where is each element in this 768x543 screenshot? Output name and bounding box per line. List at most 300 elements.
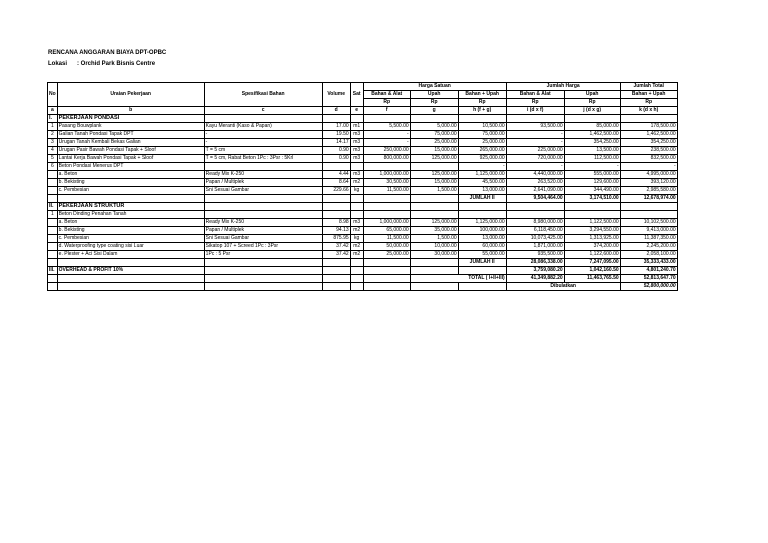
header-spesifikasi: Spesifikasi Bahan xyxy=(204,83,322,107)
table-cell: 1,000,000.00 xyxy=(363,171,410,179)
table-row xyxy=(48,147,678,155)
table-cell: b. Bekisting xyxy=(57,227,204,235)
table-cell xyxy=(410,259,458,267)
table-cell xyxy=(57,283,204,291)
table-cell: 55,000.00 xyxy=(458,251,506,259)
header-rp: Rp xyxy=(410,99,458,107)
table-cell: 93,500.00 xyxy=(506,123,564,131)
table-cell: 13,500.00 xyxy=(564,147,620,155)
table-cell: 4,995,000.00 xyxy=(620,171,677,179)
column-letter: g xyxy=(410,107,458,115)
table-cell xyxy=(48,243,58,251)
table-row xyxy=(48,171,678,179)
table-cell: 11,500.00 xyxy=(363,187,410,195)
table-cell xyxy=(363,267,410,275)
table-cell: 5,000.00 xyxy=(410,123,458,131)
table-cell: 393,120.00 xyxy=(620,179,677,187)
table-cell xyxy=(506,115,564,123)
table-cell xyxy=(410,283,458,291)
table-cell: 1,871,000.00 xyxy=(506,243,564,251)
table-cell xyxy=(322,163,350,171)
subtotal-label: JUMLAH II xyxy=(458,195,506,203)
table-cell: 25,000.00 xyxy=(363,251,410,259)
table-cell: Sni Sesuai Gambar xyxy=(204,235,322,243)
location-label: Lokasi xyxy=(48,61,68,67)
table-cell: b. Bekisting xyxy=(57,179,204,187)
subtotal-value: 9,504,464.00 xyxy=(506,195,564,203)
table-cell: 17.00 xyxy=(322,123,350,131)
table-cell: - xyxy=(564,163,620,171)
table-cell xyxy=(620,203,677,211)
table-cell: 374,200.00 xyxy=(564,243,620,251)
section-number: I. xyxy=(48,115,58,123)
table-cell: a. Beton xyxy=(57,171,204,179)
table-cell: 2,985,580.00 xyxy=(620,187,677,195)
table-cell xyxy=(458,203,506,211)
header-rp: Rp xyxy=(458,99,506,107)
table-row xyxy=(48,123,678,131)
table-cell: 4,440,000.00 xyxy=(506,171,564,179)
table-row xyxy=(48,275,678,283)
table-cell: 14.17 xyxy=(322,139,350,147)
table-cell: 250,000.00 xyxy=(363,147,410,155)
table-cell xyxy=(458,283,506,291)
table-cell xyxy=(57,195,204,203)
table-cell xyxy=(564,115,620,123)
table-cell xyxy=(204,211,322,219)
table-cell: 935,500.00 xyxy=(506,251,564,259)
table-cell: 225,000.00 xyxy=(506,147,564,155)
table-cell: 112,500.00 xyxy=(564,155,620,163)
table-cell: 65,000.00 xyxy=(363,227,410,235)
table-cell: m2 xyxy=(350,179,363,187)
table-cell xyxy=(363,163,410,171)
table-cell: 263,520.00 xyxy=(506,179,564,187)
column-letter: e xyxy=(350,107,363,115)
table-cell: 10,073,425.00 xyxy=(506,235,564,243)
overhead-value: 4,801,240.70 xyxy=(620,267,677,275)
column-letter: f xyxy=(363,107,410,115)
table-cell: 0.90 xyxy=(322,155,350,163)
table-cell: Urugan Tanah Kembali Bekas Galian xyxy=(57,139,204,147)
header-rp: Rp xyxy=(363,99,410,107)
table-cell xyxy=(322,211,350,219)
table-cell: 129,600.00 xyxy=(564,179,620,187)
table-cell: 238,500.00 xyxy=(620,147,677,155)
header-bahan-alat: Bahan & Alat xyxy=(363,91,410,99)
table-cell xyxy=(48,187,58,195)
table-cell xyxy=(48,227,58,235)
column-letter: a xyxy=(48,107,58,115)
table-cell xyxy=(204,275,322,283)
table-cell: 125,000.00 xyxy=(410,155,458,163)
table-cell xyxy=(322,203,350,211)
header-rp: Rp xyxy=(506,99,564,107)
table-cell: 178,500.00 xyxy=(620,123,677,131)
column-letter: c xyxy=(204,107,322,115)
subtotal-value: 35,333,433.00 xyxy=(620,259,677,267)
header-upah: Upah xyxy=(564,91,620,99)
table-cell: 6 xyxy=(48,163,58,171)
table-cell xyxy=(48,283,58,291)
subtotal-value: 12,678,974.00 xyxy=(620,195,677,203)
table-cell: Beton Pondasi Menerus DPT xyxy=(57,163,204,171)
table-cell: 11,500.00 xyxy=(363,235,410,243)
table-cell: 8.64 xyxy=(322,179,350,187)
table-cell: 5,500.00 xyxy=(363,123,410,131)
table-cell: m1 xyxy=(350,123,363,131)
table-cell: m2 xyxy=(350,251,363,259)
table-cell: - xyxy=(506,131,564,139)
table-row xyxy=(48,187,678,195)
table-cell: 37.42 xyxy=(322,243,350,251)
table-cell: 2,245,200.00 xyxy=(620,243,677,251)
table-row xyxy=(48,227,678,235)
table-row xyxy=(48,115,678,123)
table-cell: 75,000.00 xyxy=(410,131,458,139)
header-bahan-upah: Bahan + Upah xyxy=(620,91,677,99)
table-cell xyxy=(363,259,410,267)
table-cell xyxy=(363,283,410,291)
table-cell xyxy=(620,115,677,123)
table-cell: - xyxy=(204,131,322,139)
table-cell: kg xyxy=(350,235,363,243)
table-row xyxy=(48,203,678,211)
table-cell: 1,313,925.00 xyxy=(564,235,620,243)
table-cell: c. Pembesian xyxy=(57,235,204,243)
table-cell: 229.66 xyxy=(322,187,350,195)
table-cell: 30,000.00 xyxy=(410,251,458,259)
table-cell: - xyxy=(620,163,677,171)
table-cell: 25,000.00 xyxy=(458,139,506,147)
table-cell xyxy=(57,275,204,283)
table-cell: 1,500.00 xyxy=(410,235,458,243)
section-title: PEKERJAAN STRUKTUR xyxy=(57,203,204,211)
table-cell xyxy=(204,267,322,275)
table-cell: 6,118,450.00 xyxy=(506,227,564,235)
table-cell: d. Waterproofing type coating sisi Luar xyxy=(57,243,204,251)
header-bahan-upah: Bahan + Upah xyxy=(458,91,506,99)
table-cell: 1,500.00 xyxy=(410,187,458,195)
section-number: III. xyxy=(48,267,58,275)
total-value: 41,349,882.20 xyxy=(506,275,564,283)
table-cell xyxy=(48,171,58,179)
section-title: PEKERJAAN PONDASI xyxy=(57,115,204,123)
subtotal-value: 3,174,510.00 xyxy=(564,195,620,203)
table-row xyxy=(48,179,678,187)
column-letter: j (d x g) xyxy=(564,107,620,115)
table-cell: 555,000.00 xyxy=(564,171,620,179)
table-row xyxy=(48,251,678,259)
overhead-value: 1,042,160.50 xyxy=(564,267,620,275)
table-cell xyxy=(458,267,506,275)
table-cell xyxy=(410,203,458,211)
table-cell: Papan / Multiplek xyxy=(204,227,322,235)
table-cell xyxy=(48,179,58,187)
table-cell: T = 5 cm xyxy=(204,147,322,155)
table-cell: 925,000.00 xyxy=(458,155,506,163)
table-cell: c. Pembesian xyxy=(57,187,204,195)
table-cell: 344,490.00 xyxy=(564,187,620,195)
section-number: II. xyxy=(48,203,58,211)
table-row xyxy=(48,195,678,203)
table-cell: 13,000.00 xyxy=(458,187,506,195)
table-cell xyxy=(350,163,363,171)
table-cell: 35,000.00 xyxy=(410,227,458,235)
table-cell xyxy=(363,115,410,123)
table-cell: 125,000.00 xyxy=(410,219,458,227)
table-cell xyxy=(204,203,322,211)
header-no: No xyxy=(48,83,58,107)
table-cell xyxy=(410,211,458,219)
table-row xyxy=(48,83,678,91)
table-cell xyxy=(48,219,58,227)
table-cell xyxy=(506,211,564,219)
table-cell: 2 xyxy=(48,131,58,139)
overhead-value: 3,759,080.20 xyxy=(506,267,564,275)
section-title: OVERHEAD & PROFIT 10% xyxy=(57,267,204,275)
table-cell: 13,000.00 xyxy=(458,235,506,243)
table-cell xyxy=(48,259,58,267)
table-cell xyxy=(564,203,620,211)
table-cell: - xyxy=(506,139,564,147)
table-cell: - xyxy=(458,163,506,171)
column-letter: i (d x f) xyxy=(506,107,564,115)
table-cell xyxy=(48,195,58,203)
table-cell: 2,058,100.00 xyxy=(620,251,677,259)
total-value: 11,463,765.50 xyxy=(564,275,620,283)
table-cell xyxy=(410,195,458,203)
table-cell: Ready Mix K-250 xyxy=(204,171,322,179)
table-cell xyxy=(204,259,322,267)
table-cell xyxy=(48,251,58,259)
table-cell xyxy=(204,195,322,203)
table-cell: 8.98 xyxy=(322,219,350,227)
table-cell: - xyxy=(506,163,564,171)
table-cell: 1Pc : 5 Psr xyxy=(204,251,322,259)
table-cell: 1 xyxy=(48,123,58,131)
table-cell: 30,500.00 xyxy=(363,179,410,187)
subtotal-value: 28,086,338.00 xyxy=(506,259,564,267)
header-jumlah-total: Jumlah Total xyxy=(620,83,677,91)
table-cell xyxy=(363,195,410,203)
table-cell: kg xyxy=(350,187,363,195)
table-cell: 832,500.00 xyxy=(620,155,677,163)
header-bahan-alat: Bahan & Alat xyxy=(506,91,564,99)
table-cell: Ready Mix K-250 xyxy=(204,219,322,227)
header-sat: Sat xyxy=(350,83,363,107)
table-cell xyxy=(322,115,350,123)
table-cell: 85,000.00 xyxy=(564,123,620,131)
table-cell: 2,641,090.00 xyxy=(506,187,564,195)
table-row xyxy=(48,235,678,243)
table-cell: 10,102,500.00 xyxy=(620,219,677,227)
table-cell: 75,000.00 xyxy=(458,131,506,139)
table-cell: 1,462,500.00 xyxy=(620,131,677,139)
table-cell: 9,413,000.00 xyxy=(620,227,677,235)
table-cell: m3 xyxy=(350,171,363,179)
table-cell xyxy=(458,211,506,219)
table-cell: 1,000,000.00 xyxy=(363,219,410,227)
table-cell xyxy=(57,259,204,267)
table-cell: 4.44 xyxy=(322,171,350,179)
table-cell: a. Beton xyxy=(57,219,204,227)
table-cell xyxy=(350,115,363,123)
table-cell xyxy=(564,211,620,219)
table-cell: 1,462,500.00 xyxy=(564,131,620,139)
table-row xyxy=(48,259,678,267)
table-cell xyxy=(506,203,564,211)
table-cell xyxy=(322,267,350,275)
table-cell xyxy=(322,259,350,267)
table-row xyxy=(48,107,678,115)
table-row xyxy=(48,131,678,139)
table-cell xyxy=(204,163,322,171)
table-cell xyxy=(204,115,322,123)
rab-table xyxy=(47,82,678,291)
table-cell: 4 xyxy=(48,147,58,155)
table-cell xyxy=(350,275,363,283)
table-cell: 5 xyxy=(48,155,58,163)
column-letter: h (f + g) xyxy=(458,107,506,115)
table-cell: 8,980,000.00 xyxy=(506,219,564,227)
table-cell: - xyxy=(363,131,410,139)
table-cell xyxy=(350,267,363,275)
table-cell xyxy=(350,283,363,291)
table-cell: 354,250.00 xyxy=(620,139,677,147)
rounded-label: Dibulatkan xyxy=(506,283,620,291)
header-rp: Rp xyxy=(620,99,677,107)
table-cell: m2 xyxy=(350,227,363,235)
table-cell: 125,000.00 xyxy=(410,171,458,179)
table-cell xyxy=(363,211,410,219)
column-letter: b xyxy=(57,107,204,115)
column-letter: k (d x h) xyxy=(620,107,677,115)
table-cell xyxy=(322,275,350,283)
table-cell: - xyxy=(363,139,410,147)
table-cell: 94.13 xyxy=(322,227,350,235)
table-cell: 1 xyxy=(48,211,58,219)
table-cell: Papan / Multiplek xyxy=(204,179,322,187)
location-value: : Orchid Park Bisnis Centre xyxy=(77,61,156,67)
table-row xyxy=(48,155,678,163)
header-rp: Rp xyxy=(564,99,620,107)
table-row xyxy=(48,267,678,275)
table-cell: - xyxy=(204,139,322,147)
table-cell: 10,000.00 xyxy=(410,243,458,251)
total-label: TOTAL ( I+II+III) xyxy=(410,275,506,283)
table-cell: 10,500.00 xyxy=(458,123,506,131)
header-volume: Volume xyxy=(322,83,350,107)
table-cell: 19.50 xyxy=(322,131,350,139)
table-cell: Urugan Pasir Bawah Pondasi Tapak + Sloof xyxy=(57,147,204,155)
table-cell: 25,000.00 xyxy=(410,139,458,147)
table-cell: Sikatop 107 + Screed 1Pc : 3Psr xyxy=(204,243,322,251)
table-cell: 1,122,500.00 xyxy=(564,219,620,227)
table-cell: m3 xyxy=(350,131,363,139)
table-cell: 875.95 xyxy=(322,235,350,243)
table-cell: 3 xyxy=(48,139,58,147)
table-cell: 1,125,000.00 xyxy=(458,171,506,179)
table-cell: m3 xyxy=(350,155,363,163)
table-cell xyxy=(363,203,410,211)
header-uraian: Uraian Pekerjaan xyxy=(57,83,204,107)
header-jumlah-harga: Jumlah Harga xyxy=(506,83,620,91)
subtotal-label: JUMLAH II xyxy=(458,259,506,267)
table-cell: 11,387,350.00 xyxy=(620,235,677,243)
table-cell: Beton Dinding Penahan Tanah xyxy=(57,211,204,219)
table-cell xyxy=(322,283,350,291)
table-cell xyxy=(458,115,506,123)
table-cell: Galian Tanah Pondasi Tapak DPT xyxy=(57,131,204,139)
document-title: RENCANA ANGGARAN BIAYA DPT-OPBC xyxy=(48,50,167,56)
table-cell xyxy=(350,203,363,211)
table-cell: 50,000.00 xyxy=(363,243,410,251)
table-cell xyxy=(410,267,458,275)
header-upah: Upah xyxy=(410,91,458,99)
table-cell: e. Plester + Aci Sisi Dalam xyxy=(57,251,204,259)
subtotal-value: 7,247,095.00 xyxy=(564,259,620,267)
header-harga-satuan: Harga Satuan xyxy=(363,83,506,91)
table-cell: T = 5 cm, Rabat Beton 1Pc : 3Psr : 5Krl xyxy=(204,155,322,163)
table-row xyxy=(48,283,678,291)
table-cell: Lantai Kerja Bawah Pondasi Tapak + Sloof xyxy=(57,155,204,163)
table-cell: 37.42 xyxy=(322,251,350,259)
table-cell: m2 xyxy=(350,243,363,251)
table-cell: Sni Sesuai Gambar xyxy=(204,187,322,195)
table-cell xyxy=(410,163,458,171)
table-cell: 265,000.00 xyxy=(458,147,506,155)
table-cell: 1,125,000.00 xyxy=(458,219,506,227)
rounded-value: 52,800,000.00 xyxy=(620,283,677,291)
table-cell: 60,000.00 xyxy=(458,243,506,251)
table-cell: 45,500.00 xyxy=(458,179,506,187)
table-cell xyxy=(363,275,410,283)
table-cell xyxy=(410,115,458,123)
table-cell xyxy=(48,235,58,243)
table-cell: 800,000.00 xyxy=(363,155,410,163)
table-cell xyxy=(350,195,363,203)
column-letter: d xyxy=(322,107,350,115)
table-cell: 720,000.00 xyxy=(506,155,564,163)
table-row xyxy=(48,139,678,147)
table-cell xyxy=(350,259,363,267)
table-cell xyxy=(350,211,363,219)
table-cell xyxy=(204,283,322,291)
table-cell: 1,122,600.00 xyxy=(564,251,620,259)
total-value: 52,813,647.70 xyxy=(620,275,677,283)
table-cell: m3 xyxy=(350,147,363,155)
table-cell xyxy=(620,211,677,219)
table-cell: m3 xyxy=(350,139,363,147)
table-cell: Pasang Bouwplank xyxy=(57,123,204,131)
location-line xyxy=(48,61,155,67)
table-cell: 15,000.00 xyxy=(410,147,458,155)
table-row xyxy=(48,243,678,251)
table-cell: 15,000.00 xyxy=(410,179,458,187)
table-cell: 0.90 xyxy=(322,147,350,155)
table-row xyxy=(48,219,678,227)
table-cell: m3 xyxy=(350,219,363,227)
table-cell: 354,250.00 xyxy=(564,139,620,147)
table-cell: 100,000.00 xyxy=(458,227,506,235)
table-row xyxy=(48,211,678,219)
table-cell: 3,294,550.00 xyxy=(564,227,620,235)
table-row xyxy=(48,163,678,171)
table-cell: Kayu Meranti (Kaso & Papan) xyxy=(204,123,322,131)
table-cell xyxy=(48,275,58,283)
table-cell xyxy=(322,195,350,203)
